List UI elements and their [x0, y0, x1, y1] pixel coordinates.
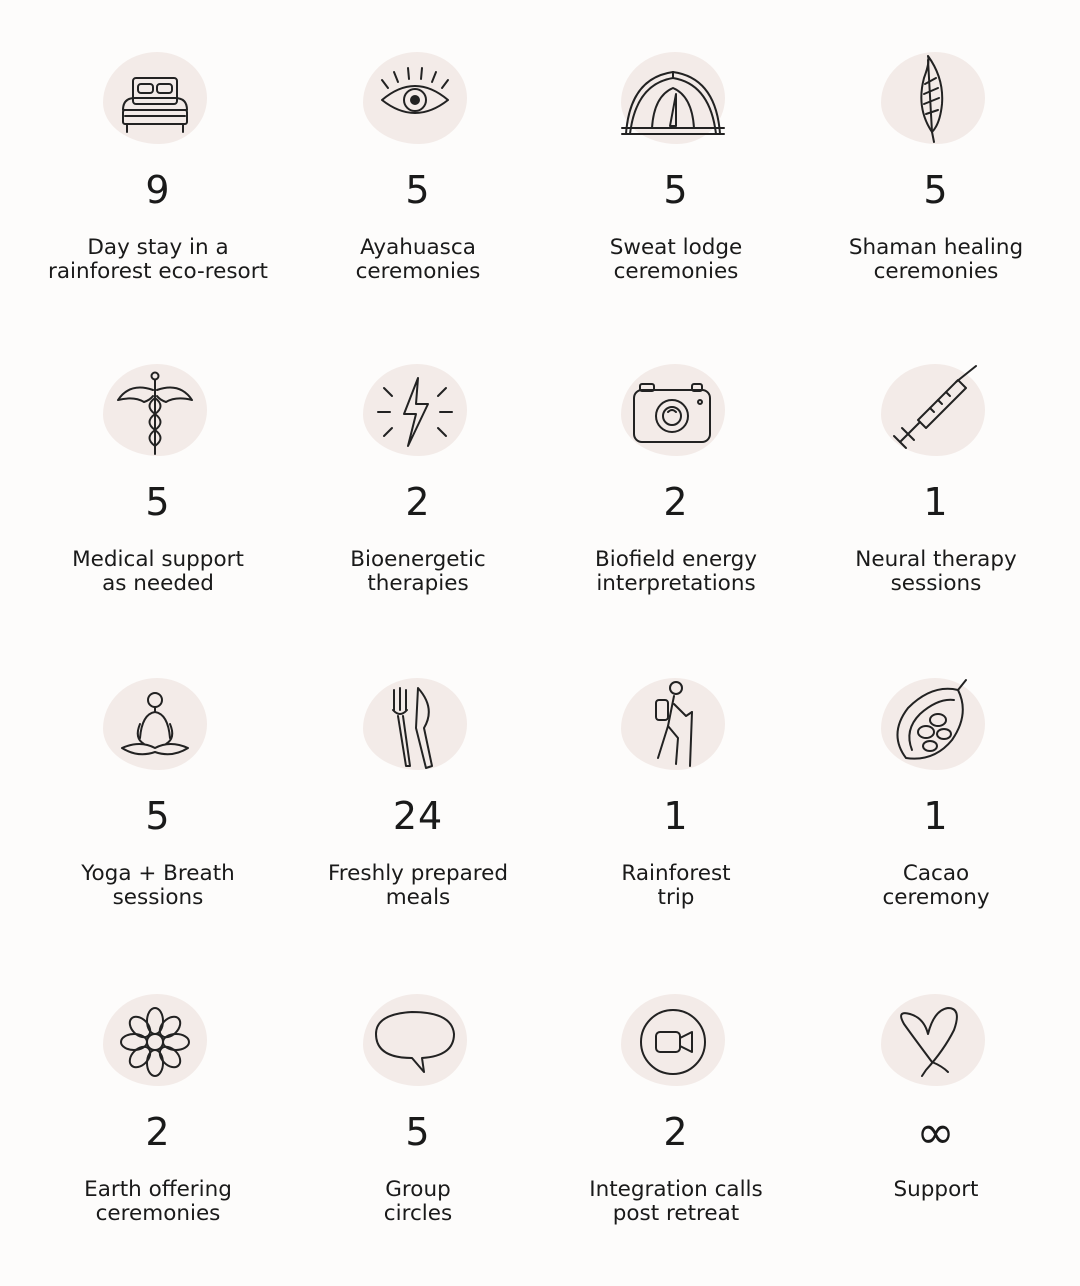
feature-label: Neural therapy sessions: [855, 547, 1017, 596]
feature-item: [546, 986, 806, 1286]
feature-label: Earth offering ceremonies: [84, 1177, 232, 1226]
feature-item: [806, 44, 1066, 344]
feature-item: [288, 670, 548, 970]
feature-item: [28, 356, 288, 656]
bed-icon: [100, 48, 210, 148]
feature-item: [28, 670, 288, 970]
feature-count: 2: [145, 1110, 171, 1154]
fork-knife-icon: [360, 674, 470, 774]
feature-item: [546, 356, 806, 656]
feature-count: 5: [145, 794, 171, 838]
caduceus-icon: [100, 360, 210, 460]
cacao-pod-icon: [878, 674, 988, 774]
heart-icon: [878, 990, 988, 1090]
feature-item: [806, 670, 1066, 970]
sweat-lodge-icon: [618, 48, 728, 148]
feature-label: Cacao ceremony: [882, 861, 990, 910]
feature-label: Group circles: [383, 1177, 453, 1226]
feature-count: 5: [663, 168, 689, 212]
feature-count: 5: [923, 168, 949, 212]
flower-icon: [100, 990, 210, 1090]
feature-item: [546, 670, 806, 970]
feature-label: Yoga + Breath sessions: [81, 861, 235, 910]
feather-icon: [878, 48, 988, 148]
feature-item: [288, 356, 548, 656]
feature-item: [28, 986, 288, 1286]
feature-count: 5: [405, 1110, 431, 1154]
feature-label: Day stay in a rainforest eco-resort: [48, 235, 268, 284]
feature-label: Sweat lodge ceremonies: [609, 235, 743, 284]
speech-bubble-icon: [360, 990, 470, 1090]
feature-count: 1: [923, 480, 949, 524]
feature-item: [288, 986, 548, 1286]
feature-count: ∞: [916, 1105, 956, 1159]
feature-count: 9: [145, 168, 171, 212]
feature-label: Ayahuasca ceremonies: [355, 235, 481, 284]
feature-count: 5: [145, 480, 171, 524]
feature-label: Rainforest trip: [621, 861, 731, 910]
video-call-icon: [618, 990, 728, 1090]
feature-label: Integration calls post retreat: [589, 1177, 763, 1226]
feature-label: Biofield energy interpretations: [594, 547, 758, 596]
feature-label: Shaman healing ceremonies: [848, 235, 1024, 284]
feature-count: 1: [663, 794, 689, 838]
feature-item: [28, 44, 288, 344]
feature-count: 1: [923, 794, 949, 838]
feature-label: Bioenergetic therapies: [350, 547, 486, 596]
camera-icon: [618, 360, 728, 460]
feature-item: [288, 44, 548, 344]
feature-count: 2: [663, 480, 689, 524]
feature-count: 2: [663, 1110, 689, 1154]
feature-label: Freshly prepared meals: [327, 861, 509, 910]
hiker-icon: [618, 674, 728, 774]
feature-count: 24: [392, 794, 444, 838]
meditation-icon: [100, 674, 210, 774]
feature-item: [546, 44, 806, 344]
feature-count: 5: [405, 168, 431, 212]
feature-item: [806, 986, 1066, 1286]
eye-icon: [360, 48, 470, 148]
feature-label: Medical support as needed: [72, 547, 244, 596]
feature-count: 2: [405, 480, 431, 524]
syringe-icon: [878, 360, 988, 460]
feature-label: Support: [893, 1177, 979, 1202]
lightning-icon: [360, 360, 470, 460]
feature-item: [806, 356, 1066, 656]
